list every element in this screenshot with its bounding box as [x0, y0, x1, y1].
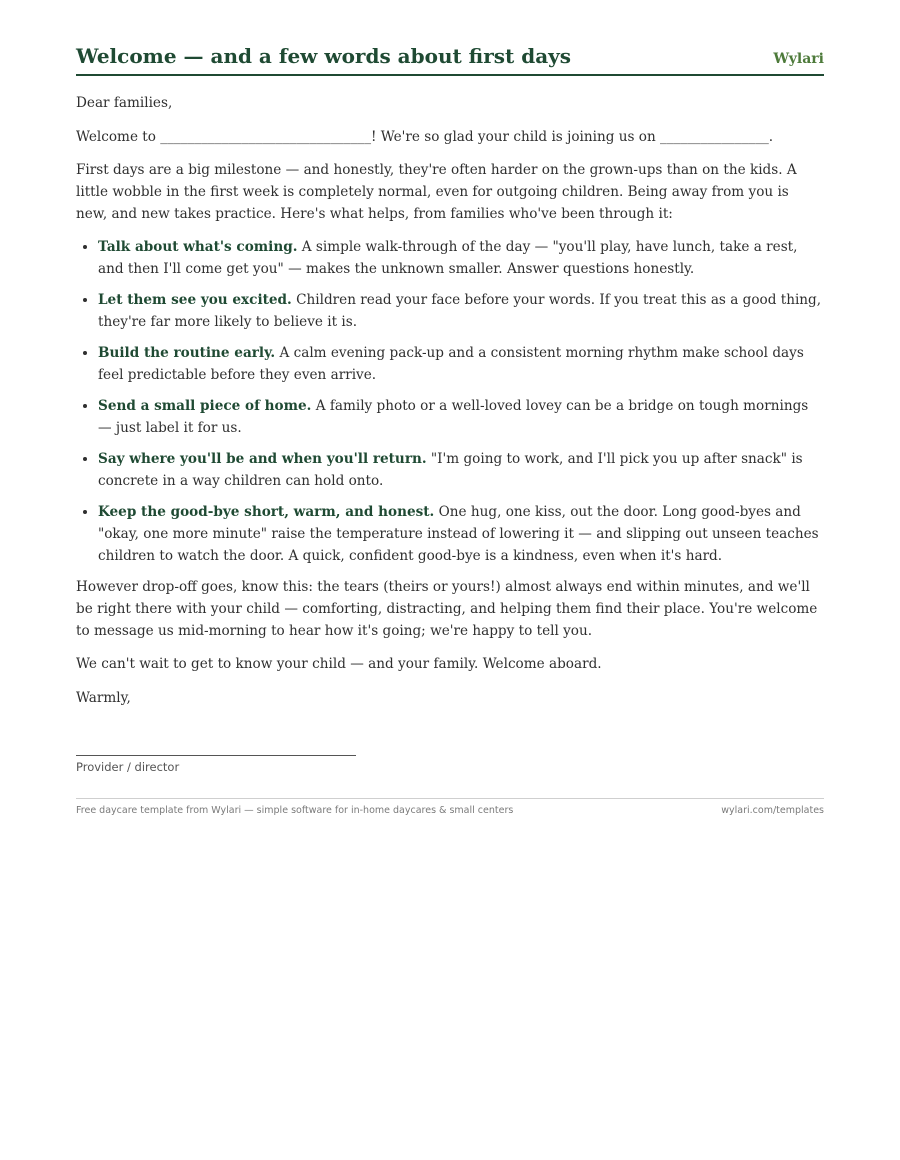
- tip-text: A calm evening pack-up and a consistent morning rhythm make school days feel predictable before they even arrive.: [98, 345, 804, 383]
- page-title: Welcome — and a few words about first days: [76, 44, 572, 68]
- start-date-blank: ________________: [660, 129, 769, 145]
- tip-text: One hug, one kiss, out the door. Long good-byes and "okay, one more minute" raise the temperature instead of lowering it — and slipping out unseen teaches children to watch the door. A quick, confident good-bye is a kindness, even when it's hard.: [98, 504, 819, 564]
- tip-text: A simple walk-through of the day — "you'll play, have lunch, take a rest, and then I'll come get you" — makes the unknown smaller. Answer questions honestly.: [98, 239, 798, 277]
- welcome-middle: ! We're so glad your child is joining us on: [370, 129, 661, 145]
- list-item: [98, 342, 824, 386]
- tip-text: A family photo or a well-loved lovey can be a bridge on tough mornings — just label it for us.: [98, 398, 809, 436]
- list-item: [98, 448, 824, 492]
- signoff: Warmly,: [76, 690, 131, 706]
- footer-credit: Free daycare template from Wylari — simple software for in-home daycares & small centers: [76, 805, 514, 816]
- tip-heading: Let them see you excited.: [98, 292, 292, 308]
- signature-line: [76, 755, 356, 774]
- page-footer: [76, 798, 824, 816]
- letter-body: [76, 92, 824, 709]
- tip-heading: Talk about what's coming.: [98, 239, 298, 255]
- center-name-blank: _______________________________: [160, 129, 371, 145]
- welcome-line: [76, 126, 824, 148]
- closing-paragraph: We can't wait to get to know your child — and your family. Welcome aboard.: [76, 656, 602, 672]
- footer-link[interactable]: wylari.com/templates: [721, 805, 824, 816]
- tip-text: Children read your face before your words. If you treat this as a good thing, they're far more likely to believe it is.: [98, 292, 822, 330]
- list-item: [98, 395, 824, 439]
- intro-paragraph: First days are a big milestone — and honestly, they're often harder on the grown-ups than on the kids. A little wobble in the first week is completely normal, even for outgoing children. Being away from you is new, and new takes practice. Here's what helps, from families who've been through it:: [76, 162, 797, 222]
- tip-heading: Say where you'll be and when you'll return.: [98, 451, 427, 467]
- welcome-prefix: Welcome to: [76, 129, 161, 145]
- tip-text: "I'm going to work, and I'll pick you up after snack" is concrete in a way children can hold onto.: [98, 451, 803, 489]
- list-item: [98, 501, 824, 567]
- signature-label: Provider / director: [76, 760, 180, 774]
- list-item: [98, 236, 824, 280]
- welcome-suffix: .: [768, 129, 774, 145]
- brand-name: Wylari: [773, 51, 824, 67]
- tip-heading: Keep the good-bye short, warm, and honest.: [98, 504, 435, 520]
- reassurance-paragraph: However drop-off goes, know this: the tears (theirs or yours!) almost always end within minutes, and we'll be right there with your child — comforting, distracting, and helping them find their place. You're welcome to message us mid-morning to hear how it's going; we're happy to tell you.: [76, 579, 818, 639]
- tip-heading: Send a small piece of home.: [98, 398, 312, 414]
- tips-list: [76, 236, 824, 567]
- letter-page: [76, 0, 824, 816]
- salutation: Dear families,: [76, 95, 173, 111]
- letter-header: [76, 44, 824, 76]
- list-item: [98, 289, 824, 333]
- tip-heading: Build the routine early.: [98, 345, 276, 361]
